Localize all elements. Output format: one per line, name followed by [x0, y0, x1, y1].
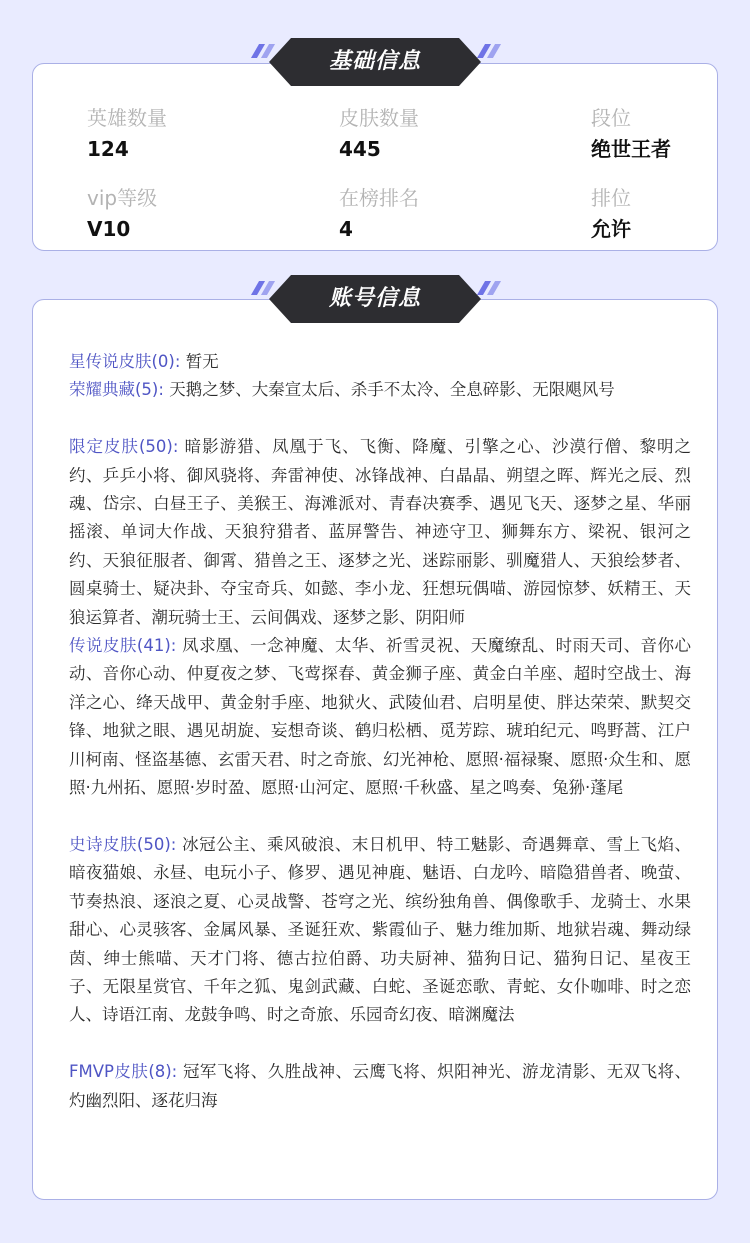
- group-name: 星传说皮肤(0):: [69, 352, 181, 371]
- glory-collection-skins: [69, 376, 691, 404]
- group-spacer: [69, 802, 691, 830]
- field-value: 4: [339, 217, 353, 241]
- field-value: 445: [339, 137, 381, 161]
- hero-count-field: [87, 104, 339, 164]
- group-items: 暂无: [185, 352, 219, 371]
- ranked-play-field: [591, 184, 707, 244]
- skin-list: [69, 348, 691, 1115]
- group-spacer: [69, 405, 691, 433]
- group-items: 冰冠公主、乘风破浪、末日机甲、特工魅影、奇遇舞章、雪上飞焰、暗夜猫娘、永昼、电玩小子、修罗、遇见神鹿、魅语、白龙吟、暗隐猎兽者、晚萤、节奏热浪、逐浪之夏、心灵战警、苍穹之光、缤纷独角兽、偶像歌手、龙骑士、水果甜心、心灵骇客、金属风暴、圣诞狂欢、紫霞仙子、魅力维加斯、地狱岩魂、舞动绿茵、绅士熊喵、天才门将、德古拉伯爵、功夫厨神、猫狗日记、猫狗日记、星夜王子、无限星赏官、千年之狐、鬼剑武藏、白蛇、圣诞恋歌、青蛇、女仆咖啡、时之恋人、诗语江南、龙鼓争鸣、时之奇旅、乐园奇幻夜、暗渊魔法: [69, 834, 692, 1025]
- group-items: 暗影游猎、凤凰于飞、飞衡、降魔、引擎之心、沙漠行僧、黎明之约、乒乒小将、御风骁将、奔雷神使、冰锋战神、白晶晶、朔望之晖、辉光之辰、烈魂、岱宗、白昼王子、美猴王、海滩派对、青春决赛季、遇见飞天、逐梦之星、华丽摇滚、单词大作战、天狼狩猎者、蓝屏警告、神迹守卫、狮舞东方、梁祝、银河之约、天狼征服者、御霄、猎兽之王、逐梦之光、迷踪丽影、驯魔猎人、天狼绘梦者、圆桌骑士、疑决卦、夺宝奇兵、如懿、李小龙、狂想玩偶喵、游园惊梦、妖精王、天狼运算者、潮玩骑士王、云间偶戏、逐梦之影、阴阳师: [69, 437, 692, 627]
- section-title: 基础信息: [328, 49, 421, 74]
- field-label: vip等级: [87, 186, 158, 210]
- basic-info-card: [32, 63, 718, 251]
- field-value: V10: [87, 217, 131, 241]
- field-label: 皮肤数量: [339, 106, 419, 130]
- group-name: FMVP皮肤(8):: [69, 1062, 178, 1082]
- field-label: 段位: [591, 106, 631, 130]
- group-spacer: [69, 1030, 691, 1058]
- group-name: 史诗皮肤(50):: [69, 834, 177, 854]
- account-info-banner: [245, 275, 505, 323]
- section-title: 账号信息: [328, 286, 421, 311]
- field-value: 124: [87, 137, 129, 161]
- field-label: 在榜排名: [339, 186, 419, 210]
- group-items: 冠军飞将、久胜战神、云鹰飞将、炽阳神光、游龙清影、无双飞将、灼幽烈阳、逐花归海: [69, 1062, 691, 1110]
- basic-info-grid: [87, 104, 707, 244]
- fmvp-skins: [69, 1058, 691, 1115]
- field-value: 绝世王者: [591, 137, 671, 161]
- limited-skins: [69, 433, 691, 632]
- legend-skins: [69, 632, 691, 802]
- rank-tier-field: [591, 104, 707, 164]
- leaderboard-rank-field: [339, 184, 591, 244]
- vip-level-field: [87, 184, 339, 244]
- group-name: 限定皮肤(50):: [69, 437, 179, 457]
- skin-count-field: [339, 104, 591, 164]
- group-name: 传说皮肤(41):: [69, 636, 177, 656]
- group-name: 荣耀典藏(5):: [69, 380, 164, 400]
- field-value: 允许: [591, 217, 631, 241]
- basic-info-banner: [245, 38, 505, 86]
- epic-skins: [69, 831, 691, 1030]
- field-label: 英雄数量: [87, 106, 167, 130]
- group-items: 天鹅之梦、大秦宣太后、杀手不太冷、全息碎影、无限飓风号: [169, 380, 615, 400]
- star-legend-skins: [69, 348, 691, 376]
- account-info-card: [32, 299, 718, 1200]
- group-items: 凤求凰、一念神魔、太华、祈雪灵祝、天魔缭乱、时雨天司、音你心动、音你心动、仲夏夜之梦、飞莺探春、黄金狮子座、黄金白羊座、超时空战士、海洋之心、绛天战甲、黄金射手座、地狱火、武陵仙君、启明星使、胖达荣荣、默契交锋、地狱之眼、遇见胡旋、妄想奇谈、鹤归松栖、觅芳踪、琥珀纪元、鸣野蒿、江户川柯南、怪盗基德、玄雷天君、时之奇旅、幻光神枪、愿照·福禄聚、愿照·众生和、愿照·九州拓、愿照·岁时盈、愿照·山河定、愿照·千秋盛、星之鸣奏、兔狲·蓬尾: [69, 636, 692, 798]
- field-label: 排位: [591, 186, 631, 210]
